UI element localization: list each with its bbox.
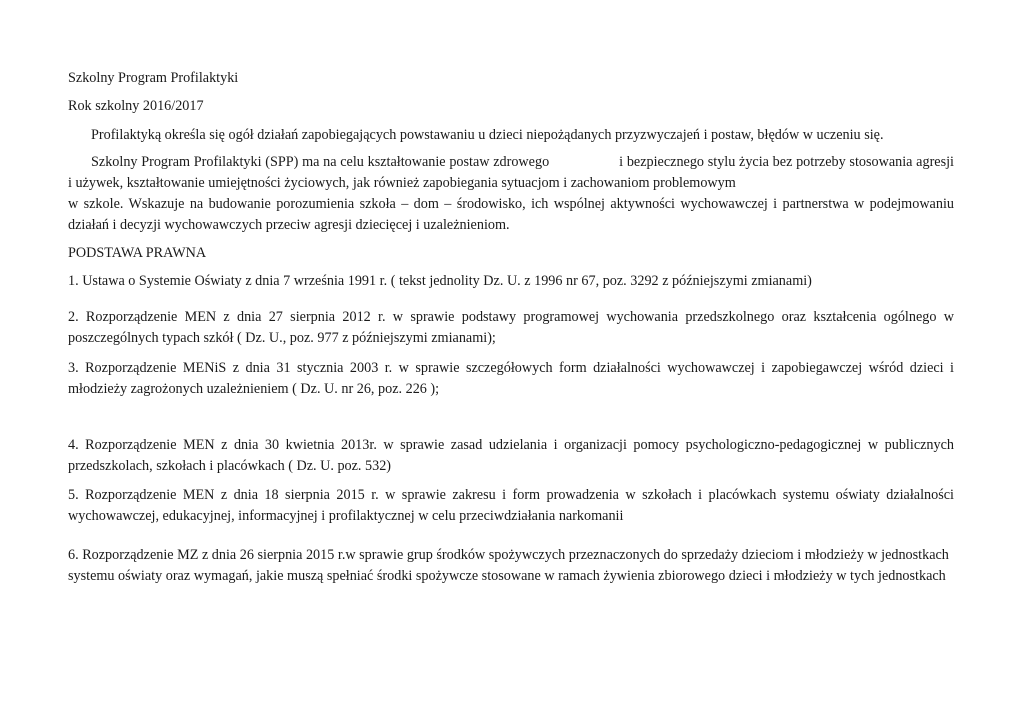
spp-goal-part3: w szkole. Wskazuje na budowanie porozumienia szkoła – dom – środowisko, ich wspólnej aktywności wychowawczej i partnerstwa w podejmowaniu działań i decyzji wychowawczych przeciw agresji dziecięcej i uzależnieniom. bbox=[68, 196, 954, 233]
intro-definition: Profilaktyką określa się ogół działań zapobiegających powstawaniu u dzieci niepożądanych przyzwyczajeń i postaw, błędów w uczeniu się. bbox=[91, 127, 884, 143]
school-year: Rok szkolny 2016/2017 bbox=[68, 98, 204, 114]
legal-item: 6. Rozporządzenie MZ z dnia 26 sierpnia 2015 r.w sprawie grup środków spożywczych przeznaczonych do sprzedaży dzieciom i młodzieży w jednostkach systemu oświaty oraz wymagań, jakie muszą spełniać środki spożywcze stosowane w ramach żywienia zbiorowego dzieci i młodzieży w tych jednostkach bbox=[68, 547, 949, 584]
legal-item: 2. Rozporządzenie MEN z dnia 27 sierpnia 2012 r. w sprawie podstawy programowej wychowania przedszkolnego oraz kształcenia ogólnego w poszczególnych typach szkół ( Dz. U., poz. 977 z późniejszymi zmianami); bbox=[68, 309, 954, 346]
legal-basis-heading: PODSTAWA PRAWNA bbox=[68, 245, 207, 261]
legal-item: 5. Rozporządzenie MEN z dnia 18 sierpnia 2015 r. w sprawie zakresu i form prowadzenia w szkołach i placówkach systemu oświaty działalności wychowawczej, edukacyjnej, informacyjnej i profilaktycznej w celu przeciwdziałania narkomanii bbox=[68, 487, 954, 524]
spp-goal-part2: i bezpiecznego stylu życia bez potrzeby stosowania agresji i używek, kształtowanie umiejętności życiowych, jak również zapobiegania sytuacjom i zachowaniom problemowym bbox=[68, 154, 954, 191]
spp-goal-part1: Szkolny Program Profilaktyki (SPP) ma na celu kształtowanie postaw zdrowego bbox=[91, 154, 550, 170]
document-title: Szkolny Program Profilaktyki bbox=[68, 70, 239, 86]
spp-goal-paragraph bbox=[68, 152, 954, 236]
legal-item: 3. Rozporządzenie MENiS z dnia 31 stycznia 2003 r. w sprawie szczegółowych form działalności wychowawczej i zapobiegawczej wśród dzieci i młodzieży zagrożonych uzależnieniem ( Dz. U. nr 26, poz. 226 ); bbox=[68, 360, 954, 397]
legal-item: 4. Rozporządzenie MEN z dnia 30 kwietnia 2013r. w sprawie zasad udzielania i organizacji pomocy psychologiczno-pedagogicznej w publicznych przedszkolach, szkołach i placówkach ( Dz. U. poz. 532) bbox=[68, 437, 954, 474]
legal-item: 1. Ustawa o Systemie Oświaty z dnia 7 września 1991 r. ( tekst jednolity Dz. U. z 1996 nr 67, poz. 3292 z późniejszymi zmianami) bbox=[68, 273, 812, 289]
